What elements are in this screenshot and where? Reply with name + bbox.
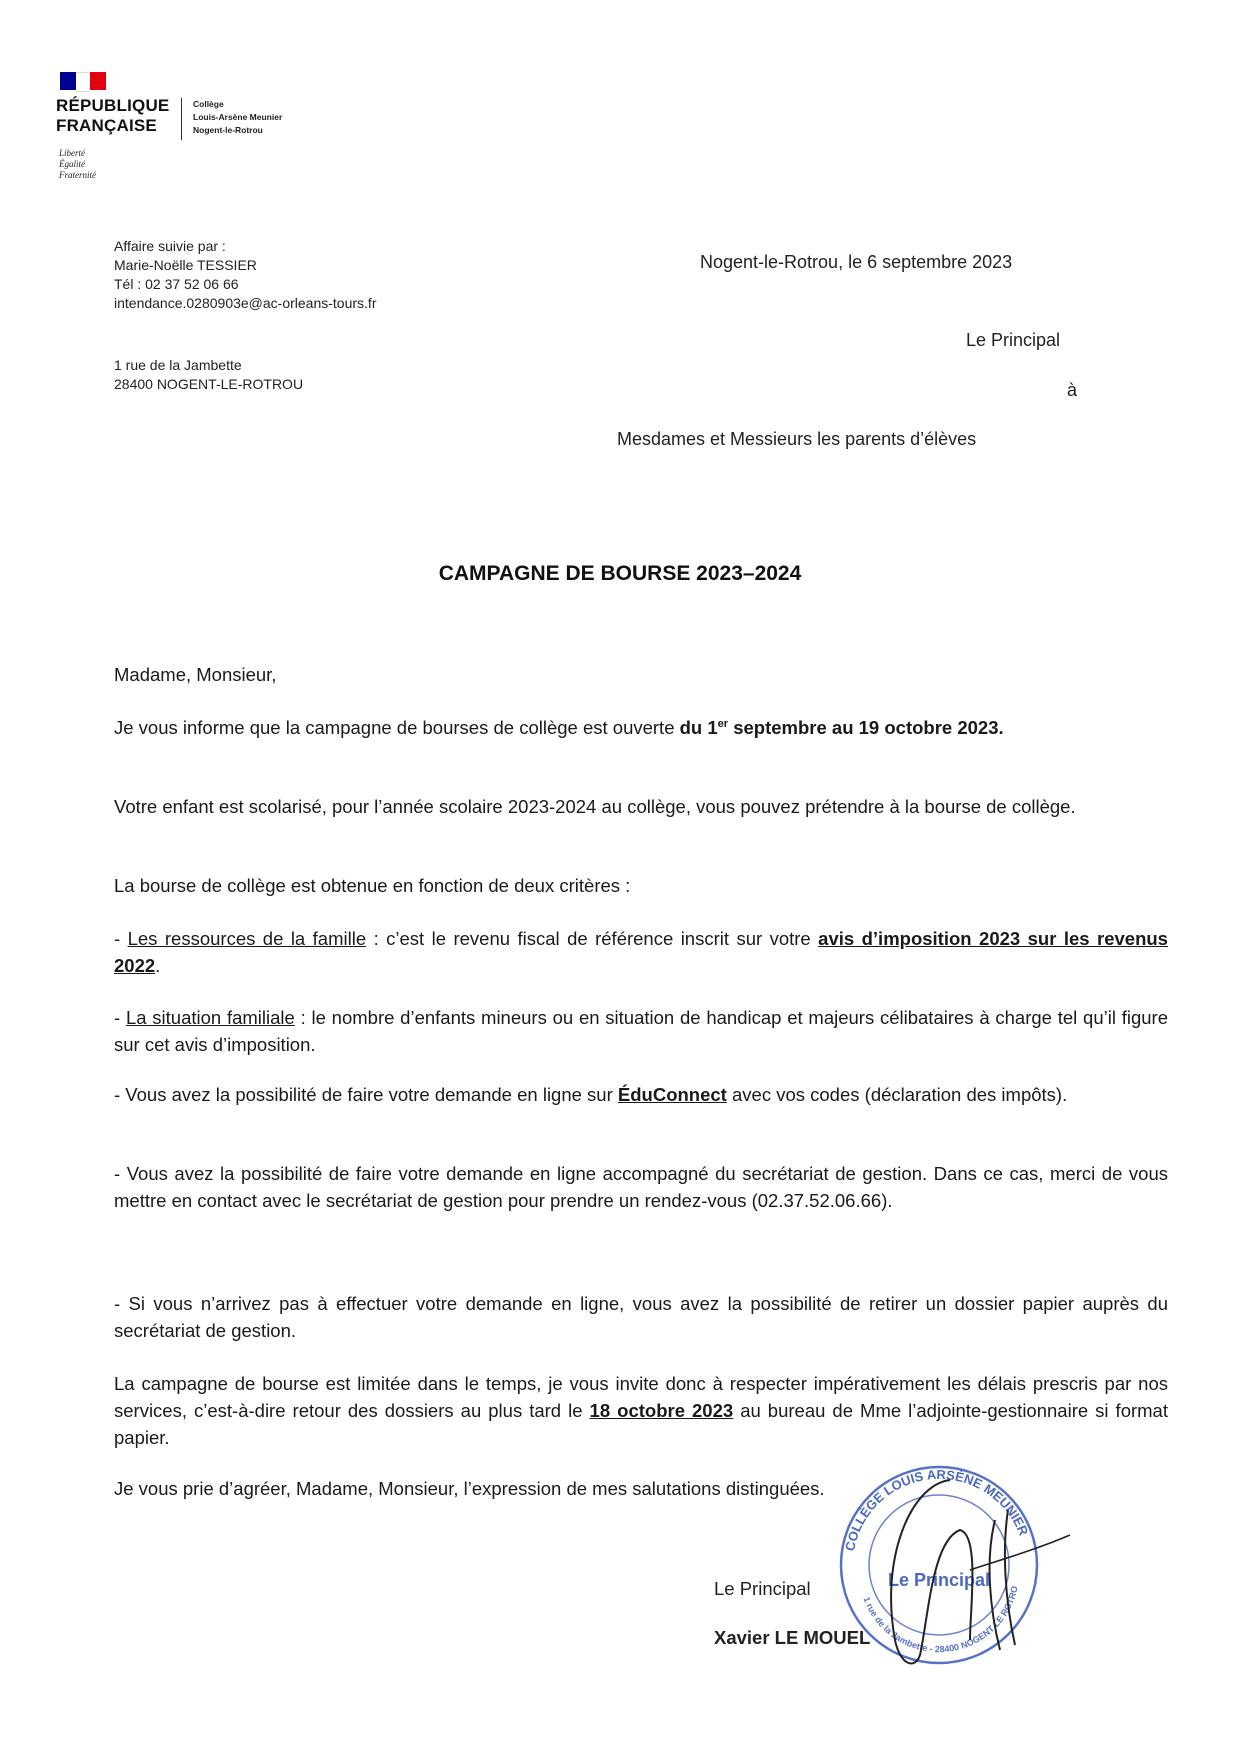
p1-bold-a: du 1: [679, 717, 718, 738]
republique-motto: [59, 148, 96, 181]
title-line-2: FRANÇAISE: [56, 116, 157, 135]
college-name: [193, 98, 282, 137]
p9-end: au bureau de Mme l’adjointe-gestionnaire si format papier.: [114, 1400, 1168, 1448]
paragraph-deadline: [114, 1370, 1168, 1451]
p5-underlined: La situation familiale: [125, 1007, 295, 1028]
educonnect-link: ÉduConnect: [617, 1084, 727, 1105]
paragraph-2-text: Votre enfant est scolarisé, pour l’année scolaire 2023-2024 au collège, vous pouvez prétendre à la bourse de collège.: [114, 796, 1076, 817]
p6-end: avec vos codes (déclaration des impôts).: [726, 1084, 1068, 1105]
criterion-resources: [114, 925, 1168, 979]
paragraph-3-text: La bourse de collège est obtenue en fonction de deux critères :: [114, 875, 631, 896]
sender-role: Le Principal: [966, 330, 1061, 350]
address-city: 28400 NOGENT-LE-ROTROU: [114, 376, 304, 392]
paragraph-secretariat-text: - Vous avez la possibilité de faire votre demande en ligne accompagné du secrétariat de gestion. Dans ce cas, merci de vous mettre en contact avec le secrétariat de gestion pour prendre un rendez-vous (02.37.52.06.66).: [114, 1163, 1168, 1211]
p4-end: .: [155, 955, 161, 976]
paragraph-deadline-text: [114, 1370, 1168, 1451]
p9-text: La campagne de bourse est limitée dans le temps, je vous invite donc à respecter impérativement les délais prescris par nos services, c’est-à-dire retour des dossiers au plus tard le: [114, 1373, 1168, 1421]
signature-name: Xavier LE MOUEL: [714, 1627, 871, 1648]
p4-prefix: -: [114, 928, 128, 949]
paragraph-3: [114, 872, 1168, 899]
salutation-text: Madame, Monsieur,: [114, 664, 277, 685]
paragraph-1-text: [114, 714, 1168, 741]
republique-flag-logo: [60, 72, 106, 90]
p4-underlined: Les ressources de la famille: [127, 928, 367, 949]
college-line-3: Nogent-le-Rotrou: [193, 125, 263, 135]
criterion-family: [114, 1004, 1168, 1058]
paragraph-paper-text: - Si vous n’arrivez pas à effectuer votre demande en ligne, vous avez la possibilité de retirer un dossier papier auprès du secrétariat de gestion.: [114, 1293, 1168, 1341]
logo-separator: [181, 98, 182, 140]
sender-block: [114, 237, 377, 313]
stamp-ring-bottom: 1 rue de la Jambette - 28400 NOGENT LE ROTRO: [861, 1584, 1020, 1655]
paragraph-educonnect-text: [114, 1081, 1168, 1108]
p5-text: : le nombre d’enfants mineurs ou en situation de handicap et majeurs célibataires à charge tel qu’il figure sur cet avis d’imposition.: [114, 1007, 1168, 1055]
stamp-and-signature-graphic: [820, 1440, 1080, 1690]
criterion-family-text: [114, 1004, 1168, 1058]
p9-deadline-date: 18 octobre 2023: [589, 1400, 734, 1421]
motto-liberte: Liberté: [59, 148, 85, 158]
criterion-resources-text: [114, 925, 1168, 979]
p4-bold: avis d’imposition 2023 sur les revenus 2022: [114, 928, 1168, 976]
to-word: à: [1067, 380, 1078, 400]
paragraph-1: [114, 714, 1168, 741]
paragraph-secretariat: [114, 1160, 1168, 1214]
salutation: [114, 661, 1168, 688]
signature-stroke-3: [970, 1535, 1070, 1570]
p5-prefix: -: [114, 1007, 126, 1028]
p6-text: - Vous avez la possibilité de faire votre demande en ligne sur: [114, 1084, 618, 1105]
republique-francaise-title: [56, 96, 169, 136]
sender-name: Marie-Noëlle TESSIER: [114, 257, 257, 273]
p1-text: Je vous informe que la campagne de bourses de collège est ouverte: [114, 717, 680, 738]
paragraph-educonnect: [114, 1081, 1168, 1108]
sender-phone: Tél : 02 37 52 06 66: [114, 276, 239, 292]
title-line-1: RÉPUBLIQUE: [56, 96, 170, 115]
paragraph-paper: [114, 1290, 1168, 1344]
sender-address: [114, 356, 303, 394]
motto-fraternite: Fraternité: [59, 170, 96, 180]
closing-text: Je vous prie d’agréer, Madame, Monsieur, l’expression de mes salutations distinguées.: [114, 1478, 825, 1499]
signature-role: Le Principal: [714, 1578, 811, 1599]
p1-sup: er: [717, 717, 729, 730]
stamp-ring-top: COLLÈGE LOUIS ARSÈNE MEUNIER: [842, 1466, 1032, 1553]
stamp-center: Le Principal: [887, 1570, 991, 1590]
sender-affaire: Affaire suivie par :: [114, 238, 226, 254]
letter-date: Nogent-le-Rotrou, le 6 septembre 2023: [700, 252, 1013, 272]
p4-text: : c’est le revenu fiscal de référence inscrit sur votre: [366, 928, 819, 949]
sender-email: intendance.0280903e@ac-orleans-tours.fr: [114, 295, 377, 311]
college-line-2: Louis-Arsène Meunier: [193, 112, 283, 122]
paragraph-2: [114, 793, 1168, 820]
motto-egalite: Égalité: [59, 159, 85, 169]
p1-bold-b: septembre au 19 octobre 2023.: [728, 717, 1004, 738]
college-line-1: Collège: [193, 99, 224, 109]
address-street: 1 rue de la Jambette: [114, 357, 242, 373]
letter-subject: CAMPAGNE DE BOURSE 2023–2024: [438, 562, 802, 585]
recipient: Mesdames et Messieurs les parents d’élèves: [617, 429, 977, 449]
college-stamp: [820, 1440, 1080, 1695]
svg-text:COLLÈGE LOUIS ARSÈNE MEUNIER: [842, 1467, 1031, 1552]
